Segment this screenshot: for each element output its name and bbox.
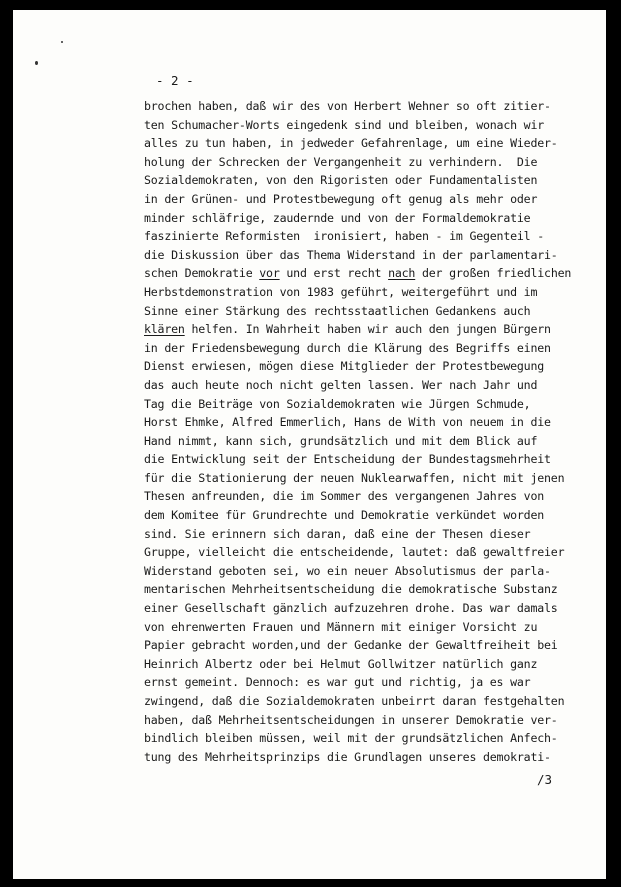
text-line	[144, 599, 606, 618]
text-run: Horst Ehmke, Alfred Emmerlich, Hans de With von neuem in die	[144, 415, 551, 430]
text-run: helfen. In Wahrheit haben wir auch den jungen Bürgern	[184, 322, 551, 337]
text-run: die Entwicklung seit der Entscheidung der Bundestagsmehrheit	[144, 452, 551, 467]
text-run: ernst gemeint. Dennoch: es war gut und richtig, ja es war	[144, 675, 531, 690]
text-line	[144, 506, 606, 525]
text-line	[144, 729, 606, 748]
text-run: Hand nimmt, kann sich, grundsätzlich und mit dem Blick auf	[144, 433, 538, 448]
text-run: und erst recht	[279, 266, 389, 281]
text-line	[144, 264, 606, 283]
text-run: die Diskussion über das Thema Widerstand in der parlamentari-	[144, 247, 558, 262]
text-line	[144, 153, 606, 172]
text-line	[144, 748, 606, 767]
text-run: Sinne einer Stärkung des rechtsstaatlichen Gedankens auch	[144, 303, 531, 318]
text-run: Herbstdemonstration von 1983 geführt, weitergeführt und im	[144, 284, 538, 299]
document-page	[13, 10, 606, 879]
text-line	[144, 190, 606, 209]
text-run: Sozialdemokraten, von den Rigoristen oder Fundamentalisten	[144, 173, 538, 188]
text-line	[144, 302, 606, 321]
text-run: minder schläfrige, zaudernde und von der Formaldemokratie	[144, 210, 531, 225]
text-line	[144, 562, 606, 581]
text-run: mentarischen Mehrheitsentscheidung die demokratische Substanz	[144, 582, 558, 597]
text-line	[144, 357, 606, 376]
text-run: alles zu tun haben, in jedweder Gefahrenlage, um eine Wieder-	[144, 136, 558, 151]
text-run: schen Demokratie	[144, 266, 260, 281]
text-line	[144, 320, 606, 339]
text-line	[144, 246, 606, 265]
text-line	[144, 116, 606, 135]
text-line	[144, 692, 606, 711]
text-run: Gruppe, vielleicht die entscheidende, lautet: daß gewaltfreier	[144, 545, 565, 560]
text-run: faszinierte Reformisten ironisiert, haben - im Gegenteil -	[144, 229, 545, 244]
text-run: Papier gebracht worden,und der Gedanke der Gewaltfreiheit bei	[144, 638, 558, 653]
text-run: Widerstand geboten sei, wo ein neuer Absolutismus der parla-	[144, 563, 551, 578]
text-run: tung des Mehrheitsprinzips die Grundlagen unseres demokrati-	[144, 749, 551, 764]
page-number: - 2 -	[156, 73, 194, 88]
text-run: haben, daß Mehrheitsentscheidungen in unserer Demokratie ver-	[144, 712, 558, 727]
text-run: in der Friedensbewegung durch die Klärung des Begriffs einen	[144, 340, 551, 355]
text-line	[144, 413, 606, 432]
text-run: das auch heute noch nicht gelten lassen. Wer nach Jahr und	[144, 377, 538, 392]
text-run: holung der Schrecken der Vergangenheit zu verhindern. Die	[144, 154, 538, 169]
text-line	[144, 469, 606, 488]
text-line	[144, 134, 606, 153]
text-line	[144, 171, 606, 190]
text-line	[144, 450, 606, 469]
scan-speck	[61, 41, 63, 43]
text-run: Dienst erwiesen, mögen diese Mitglieder der Protestbewegung	[144, 359, 545, 374]
text-run: brochen haben, daß wir des von Herbert Wehner so oft zitier-	[144, 99, 551, 113]
text-run: ten Schumacher-Worts eingedenk sind und bleiben, wonach wir	[144, 117, 545, 132]
text-line	[144, 580, 606, 599]
body-text	[144, 97, 606, 766]
text-line	[144, 543, 606, 562]
text-run: bindlich bleiben müssen, weil mit der grundsätzlichen Anfech-	[144, 731, 558, 746]
text-line	[144, 711, 606, 730]
text-line	[144, 97, 606, 116]
text-line	[144, 209, 606, 228]
underlined-word: nach	[388, 266, 416, 281]
text-run: Tag die Beiträge von Sozialdemokraten wie Jürgen Schmude,	[144, 396, 531, 411]
text-run: einer Gesellschaft gänzlich aufzuzehren drohe. Das war damals	[144, 601, 558, 616]
text-line	[144, 487, 606, 506]
text-line	[144, 525, 606, 544]
text-line	[144, 376, 606, 395]
text-run: zwingend, daß die Sozialdemokraten unbeirrt daran festgehalten	[144, 694, 565, 708]
text-run: Thesen anfreunden, die im Sommer des vergangenen Jahres von	[144, 489, 545, 504]
scan-speck	[35, 61, 38, 65]
text-run: der großen friedlichen	[415, 266, 572, 281]
text-line	[144, 283, 606, 302]
text-run: für die Stationierung der neuen Nuklearwaffen, nicht mit jenen	[144, 470, 565, 485]
text-line	[144, 395, 606, 414]
text-run: in der Grünen- und Protestbewegung oft genug als mehr oder	[144, 191, 538, 206]
text-line	[144, 339, 606, 358]
text-line	[144, 227, 606, 246]
continuation-marker: /3	[537, 772, 553, 787]
text-line	[144, 655, 606, 674]
text-line	[144, 673, 606, 692]
text-run: von ehrenwerten Frauen und Männern mit einiger Vorsicht zu	[144, 619, 538, 634]
text-run: sind. Sie erinnern sich daran, daß eine der Thesen dieser	[144, 526, 531, 541]
text-line	[144, 618, 606, 637]
text-line	[144, 432, 606, 451]
underlined-word: vor	[259, 266, 280, 281]
text-line	[144, 636, 606, 655]
text-run: dem Komitee für Grundrechte und Demokratie verkündet worden	[144, 508, 545, 523]
text-run: Heinrich Albertz oder bei Helmut Gollwitzer natürlich ganz	[144, 656, 538, 671]
underlined-word: klären	[144, 322, 185, 337]
